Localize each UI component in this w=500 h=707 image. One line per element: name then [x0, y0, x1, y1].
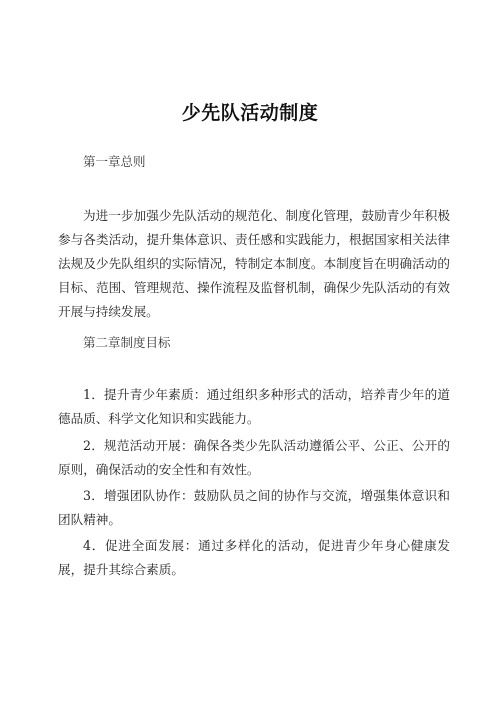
goal-item: 1．提升青少年素质：通过组织多种形式的活动，培养青少年的道德品质、科学文化知识和实践能力。 [58, 387, 450, 426]
document-title: 少先队活动制度 [181, 102, 319, 124]
chapter-1-paragraph: 为进一步加强少先队活动的规范化、制度化管理，鼓励青少年积极参与各类活动，提升集体意识、责任感和实践能力，根据国家相关法律法规及少先队组织的实际情况，特制定本制度。本制度旨在明确活动的目标、范围、管理规范、操作流程及监督机制，确保少先队活动的有效开展与持续发展。 [58, 208, 450, 319]
chapter-1-heading: 第一章总则 [83, 154, 146, 169]
goal-item: 4．促进全面发展：通过多样化的活动，促进青少年身心健康发展，提升其综合素质。 [58, 538, 450, 577]
goal-item: 3．增强团队协作：鼓励队员之间的协作与交流，增强集体意识和团队精神。 [58, 488, 450, 527]
goal-item: 2．规范活动开展：确保各类少先队活动遵循公平、公正、公开的原则，确保活动的安全性和有效性。 [58, 438, 450, 477]
chapter-2-heading: 第二章制度目标 [83, 335, 171, 350]
